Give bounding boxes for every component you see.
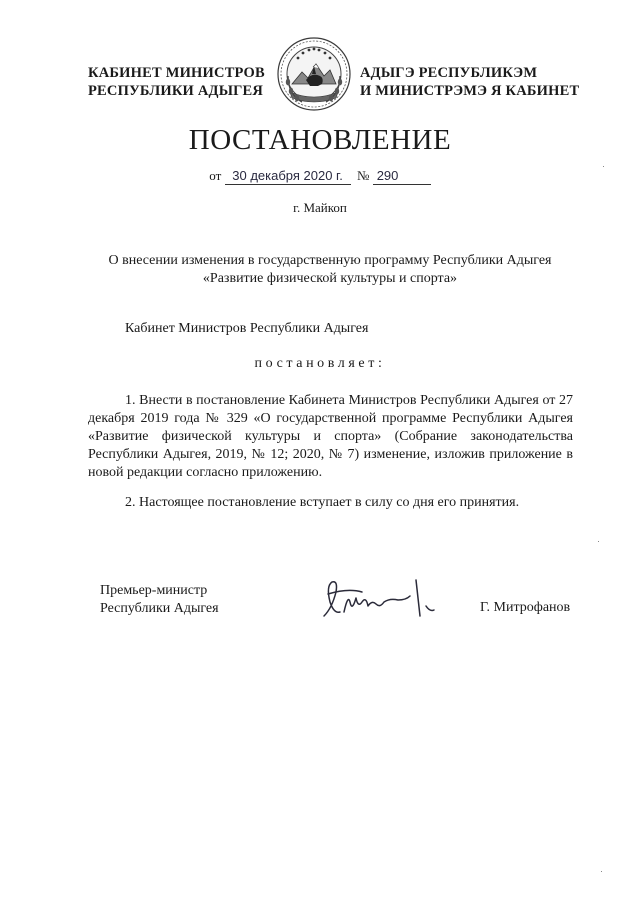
handwritten-signature-icon xyxy=(318,572,454,622)
signatory-name: Г. Митрофанов xyxy=(480,600,571,615)
city-label: г. Майкоп xyxy=(293,200,347,215)
scan-speck xyxy=(601,871,602,872)
subject-line2: «Развитие физической культуры и спорта» xyxy=(202,271,458,286)
document-title: ПОСТАНОВЛЕНИЕ xyxy=(188,124,452,156)
signatory-title xyxy=(100,582,219,618)
decrees-word: постановляет: xyxy=(254,356,386,371)
signatory-title-line2: Республики Адыгея xyxy=(100,601,219,616)
date-prefix: от xyxy=(209,168,222,183)
header-left-line1: КАБИНЕТ МИНИСТРОВ xyxy=(88,65,265,81)
coat-of-arms-emblem-icon xyxy=(276,36,352,112)
scan-speck xyxy=(598,541,599,542)
header-right-line2: И МИНИСТРЭМЭ Я КАБИНЕТ xyxy=(360,83,580,99)
header-left-line2: РЕСПУБЛИКИ АДЫГЕЯ xyxy=(88,83,264,99)
number-prefix: № xyxy=(357,168,370,183)
scan-speck xyxy=(603,166,604,167)
signatory-title-line1: Премьер-министр xyxy=(100,583,208,598)
date-number-line xyxy=(0,168,640,185)
issuing-body: Кабинет Министров Республики Адыгея xyxy=(125,321,369,336)
paragraph-1: 1. Внести в постановление Кабинета Министров Республики Адыгея от 27 декабря 2019 года № 329 «О государственной программе Республики Адыгея «Развитие физической культуры и спорта» (Собрание законодательства Республики Адыгея, 2019, № 12; 2020, № 7) изменение, изложив приложение в новой редакции согласно приложению. xyxy=(88,393,573,480)
number-value: 290 xyxy=(373,168,431,185)
header-left xyxy=(88,64,265,100)
header-right xyxy=(360,64,579,100)
header-right-line1: АДЫГЭ РЕСПУБЛИКЭМ xyxy=(360,65,538,81)
paragraph-2: 2. Настоящее постановление вступает в силу со дня его принятия. xyxy=(125,495,520,510)
date-value: 30 декабря 2020 г. xyxy=(225,168,351,185)
subject-line1: О внесении изменения в государственную программу Республики Адыгея xyxy=(108,253,552,268)
document-subject xyxy=(60,252,600,288)
